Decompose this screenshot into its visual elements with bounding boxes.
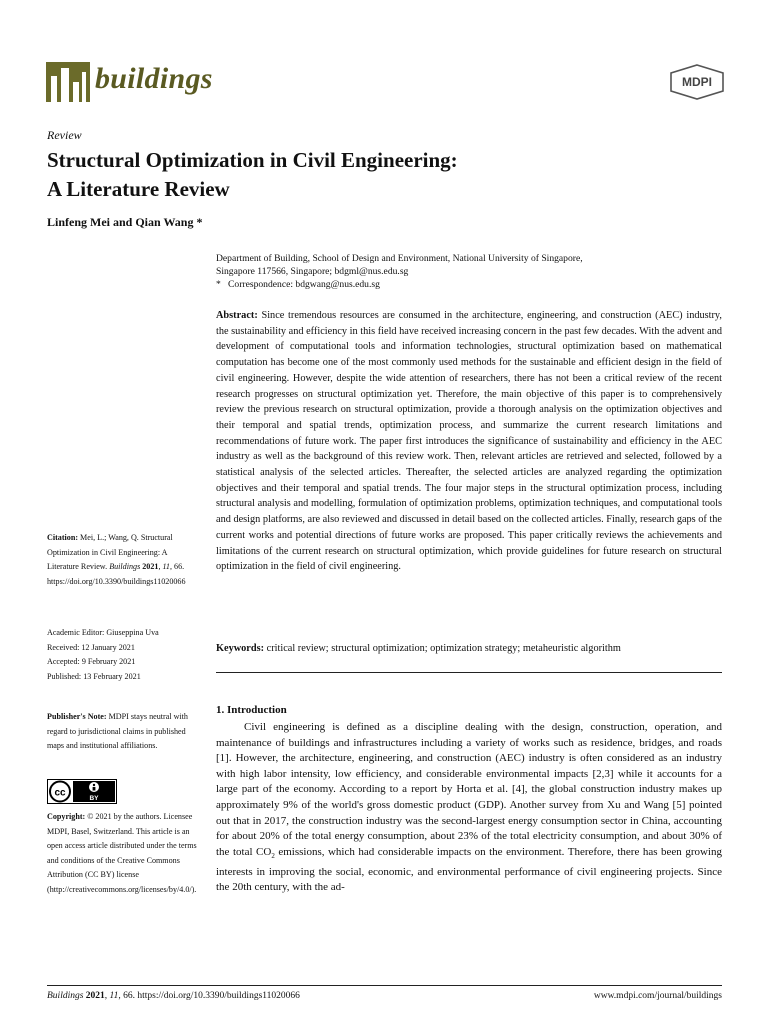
editorial-dates xyxy=(47,626,197,684)
affiliation-line-2: Singapore 117566, Singapore; bdgml@nus.edu.sg xyxy=(216,266,409,277)
footer-citation xyxy=(47,991,300,1001)
academic-editor: Academic Editor: Giuseppina Uva xyxy=(47,628,159,637)
footer-journal: Buildings xyxy=(47,991,84,1001)
footer-volume: 11 xyxy=(109,991,119,1001)
received-date: Received: 12 January 2021 xyxy=(47,642,135,652)
section-heading-introduction: 1. Introduction xyxy=(216,704,287,716)
cc-by-license-icon[interactable] xyxy=(47,779,117,804)
copyright-block xyxy=(47,810,197,897)
footer-divider xyxy=(47,985,722,986)
footer-doi-link[interactable]: , 66. https://doi.org/10.3390/buildings11020066 xyxy=(118,991,300,1001)
footer-website-link[interactable]: www.mdpi.com/journal/buildings xyxy=(593,991,722,1001)
correspondence-line xyxy=(216,278,726,291)
title-line-1: Structural Optimization in Civil Engineering: xyxy=(47,148,458,172)
published-date: Published: 13 February 2021 xyxy=(47,671,141,681)
citation-year: 2021 xyxy=(140,562,159,571)
journal-name: buildings xyxy=(95,62,213,95)
footer-year: 2021 xyxy=(83,991,105,1001)
publisher-note xyxy=(47,710,197,754)
footer-sep: , xyxy=(104,991,110,1001)
intro-text-b: emissions, which had considerable impacts on the environment. Therefore, there has been growing interests in improving the social, economic, and environmental performance of civil engineering projects. Since the 20th century, with the ad- xyxy=(216,845,722,894)
citation-volume: 11 xyxy=(162,562,170,571)
citation-journal: Buildings xyxy=(109,562,141,571)
copyright-text: © 2021 by the authors. Licensee MDPI, Basel, Switzerland. This article is an open access article distributed under the terms and conditions of the Creative Commons Attribution (CC BY) license (http://creativecommons.org/licenses/by/4.0/). xyxy=(47,812,197,894)
article-type: Review xyxy=(47,128,82,142)
author-list: Linfeng Mei and Qian Wang * xyxy=(47,215,203,229)
affiliations xyxy=(216,252,726,291)
introduction-paragraph xyxy=(216,720,722,896)
cc-mark: cc xyxy=(54,787,66,799)
page-title xyxy=(47,146,607,204)
intro-text-a: Civil engineering is defined as a discipline dealing with the design, construction, operation, and maintenance of buildings and infrastructures including a variety of works such as residence, bridges, and roads [1]. However, the architecture, engineering, and construction (AEC) industry is often considered as an industry with high labor intensity, low efficiency, and considerable environmental impacts [2,3] while it accounts for a large part of the economy. According to a report by Horta et al. [4], the global construction industry makes up approximately 9% of the world's gross domestic product (GDP). Another survey from Xu and Wang [5] pointed out that in 2017, the construction industry was the second-largest energy consumption sector in China, accounting for about 20% of the total energy consumption, about 23% of the total electricity consumption, and about 30% of the total CO xyxy=(216,721,722,858)
correspondence-text: Correspondence: bdgwang@nus.edu.sg xyxy=(228,279,380,290)
accepted-date: Accepted: 9 February 2021 xyxy=(47,657,136,666)
keywords-label: Keywords: xyxy=(216,643,265,654)
keywords xyxy=(216,641,722,657)
publisher-note-label: Publisher's Note: xyxy=(47,712,107,721)
abstract xyxy=(216,308,722,575)
citation-doi[interactable]: , 66. https://doi.org/10.3390/buildings11020066 xyxy=(47,562,186,586)
keywords-text: critical review; structural optimization; optimization strategy; metaheuristic algorithm xyxy=(266,643,621,654)
correspondence-marker: * xyxy=(216,279,221,290)
citation-block xyxy=(47,531,197,589)
copyright-label: Copyright: xyxy=(47,812,86,821)
citation-label: Citation: xyxy=(47,533,79,542)
publisher-note-text: MDPI stays neutral with regard to jurisdictional claims in published maps and institutional affiliations. xyxy=(47,712,188,750)
by-mark: BY xyxy=(89,795,99,802)
keywords-divider xyxy=(216,672,722,673)
mdpi-logo-icon xyxy=(668,64,726,100)
mdpi-wordmark: MDPI xyxy=(682,75,712,89)
abstract-label: Abstract: xyxy=(216,310,258,321)
abstract-text: Since tremendous resources are consumed in the architecture, engineering, and construction (AEC) industry, the sustainability and efficiency in this field have received increasing concern in the past few decades. With the advent and development of computational tools and information technologies, structural optimization based on mathematical computation has become one of the most commonly used methods for the sustainable and efficient design in the field of civil engineering. However, despite the wide attention of researchers, there has not been a critical review of the recent research progresses on structural optimization yet. Therefore, the main objective of this paper is to comprehensively review the previous research on structural optimization, provide a thorough analysis on the optimization objectives and their temporal and spatial trends, optimization process, and summarize the current research limitations and recommendations of future work. The paper first introduces the significance of sustainability and efficiency in the AEC industry as well as the background of this review work. Then, relevant articles are retrieved and selected, followed by a statistical analysis of the selected articles. Thereafter, the selected articles are analyzed regarding the optimization objectives and their temporal and spatial trends. The four major steps in the structural optimization process, including structural analysis and modelling, formulation of optimization problems, optimization techniques, and computational tools and design platforms, are also reviewed and discussed in detail based on the collected articles. Finally, research gaps of the current works and potential directions of future works are proposed. This paper critically reviews the achievements and limitations of the current research on structural optimization, which provide guidelines for future research on structural optimization in the field of civil engineering. xyxy=(216,310,722,573)
title-line-2: A Literature Review xyxy=(47,177,230,201)
buildings-logo-icon xyxy=(46,62,90,102)
intro-subscript: 2 xyxy=(271,851,275,860)
citation-sep: , xyxy=(158,562,163,571)
citation-authors: Mei, L.; Wang, Q. Structural Optimization in Civil Engineering: A Literature Review. xyxy=(47,533,173,571)
affiliation-line-1: Department of Building, School of Design and Environment, National University of Singapore, xyxy=(216,253,583,264)
